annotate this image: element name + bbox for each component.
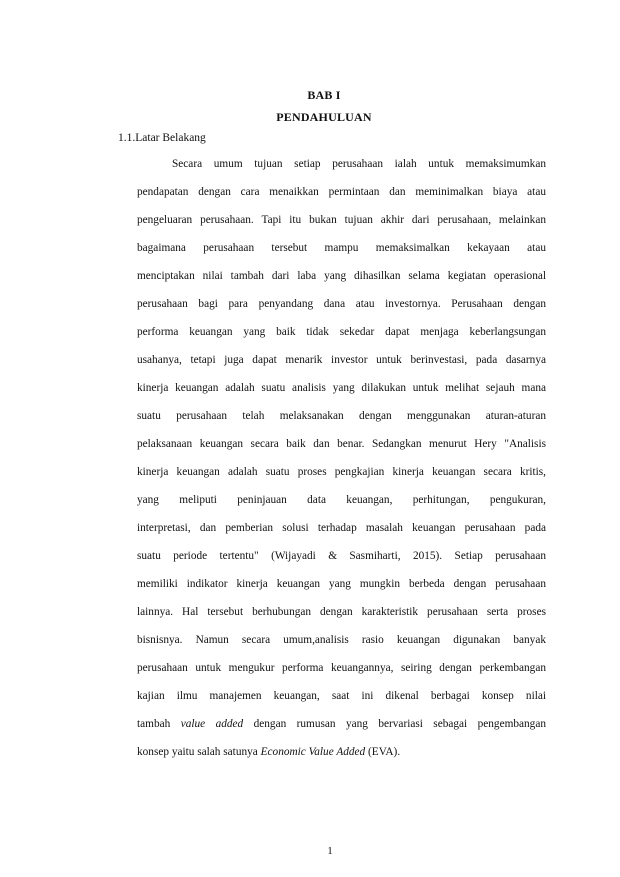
paragraph-line: bagaimana perusahaan tersebut mampu memaksimalkan kekayaan atau [137, 242, 546, 254]
chapter-number: BAB I [307, 88, 341, 102]
paragraph-line: suatu periode tertentu" (Wijayadi & Sasmiharti, 2015). Setiap perusahaan [137, 550, 546, 562]
paragraph-text: dengan rumusan yang bervariasi sebagai pengembangan [253, 718, 546, 730]
paragraph-line: kinerja keuangan adalah suatu proses pengkajian kinerja keuangan secara kritis, [137, 466, 546, 478]
paragraph-line: pelaksanaan keuangan secara baik dan benar. Sedangkan menurut Hery "Analisis [137, 438, 546, 450]
paragraph-line: usahanya, tetapi juga dapat menarik investor untuk berinvestasi, pada dasarnya [137, 354, 546, 366]
paragraph-line [137, 745, 546, 759]
paragraph-line: Secara umum tujuan setiap perusahaan ialah untuk memaksimumkan [172, 158, 546, 170]
paragraph-line: lainnya. Hal tersebut berhubungan dengan karakteristik perusahaan serta proses [137, 606, 546, 618]
paragraph-line: kajian ilmu manajemen keuangan, saat ini dikenal berbagai konsep nilai [137, 690, 546, 702]
paragraph-text: tambah [137, 718, 171, 730]
paragraph-line: menciptakan nilai tambah dari laba yang dihasilkan selama kegiatan operasional [137, 270, 546, 282]
paragraph-line: perusahaan untuk mengukur performa keuangannya, seiring dengan perkembangan [137, 662, 546, 674]
paragraph-line: bisnisnya. Namun secara umum,analisis rasio keuangan digunakan banyak [137, 634, 546, 646]
paragraph-text: (EVA). [368, 746, 401, 758]
paragraph-text: konsep yaitu salah satunya [137, 746, 258, 758]
paragraph-line: performa keuangan yang baik tidak sekedar dapat menjaga keberlangsungan [137, 326, 546, 338]
paragraph-line: perusahaan bagi para penyandang dana atau investornya. Perusahaan dengan [137, 298, 546, 310]
chapter-title: PENDAHULUAN [276, 110, 372, 124]
paragraph-line: pengeluaran perusahaan. Tapi itu bukan tujuan akhir dari perusahaan, melainkan [137, 214, 546, 226]
section-heading: 1.1.Latar Belakang [118, 132, 206, 144]
paragraph-line: yang meliputi peninjauan data keuangan, perhitungan, pengukuran, [137, 494, 546, 506]
italic-term: Economic Value Added [260, 746, 366, 758]
paragraph-line: kinerja keuangan adalah suatu analisis yang dilakukan untuk melihat sejauh mana [137, 382, 546, 394]
italic-term: value added [180, 718, 244, 730]
paragraph-line: memiliki indikator kinerja keuangan yang mungkin berbeda dengan perusahaan [137, 578, 546, 590]
paragraph-line: interpretasi, dan pemberian solusi terhadap masalah keuangan perusahaan pada [137, 522, 546, 534]
paragraph-line [137, 717, 546, 731]
paragraph-line: suatu perusahaan telah melaksanakan dengan menggunakan aturan-aturan [137, 410, 546, 422]
page-number: 1 [327, 845, 333, 857]
paragraph-line: pendapatan dengan cara menaikkan permintaan dan meminimalkan biaya atau [137, 186, 546, 198]
